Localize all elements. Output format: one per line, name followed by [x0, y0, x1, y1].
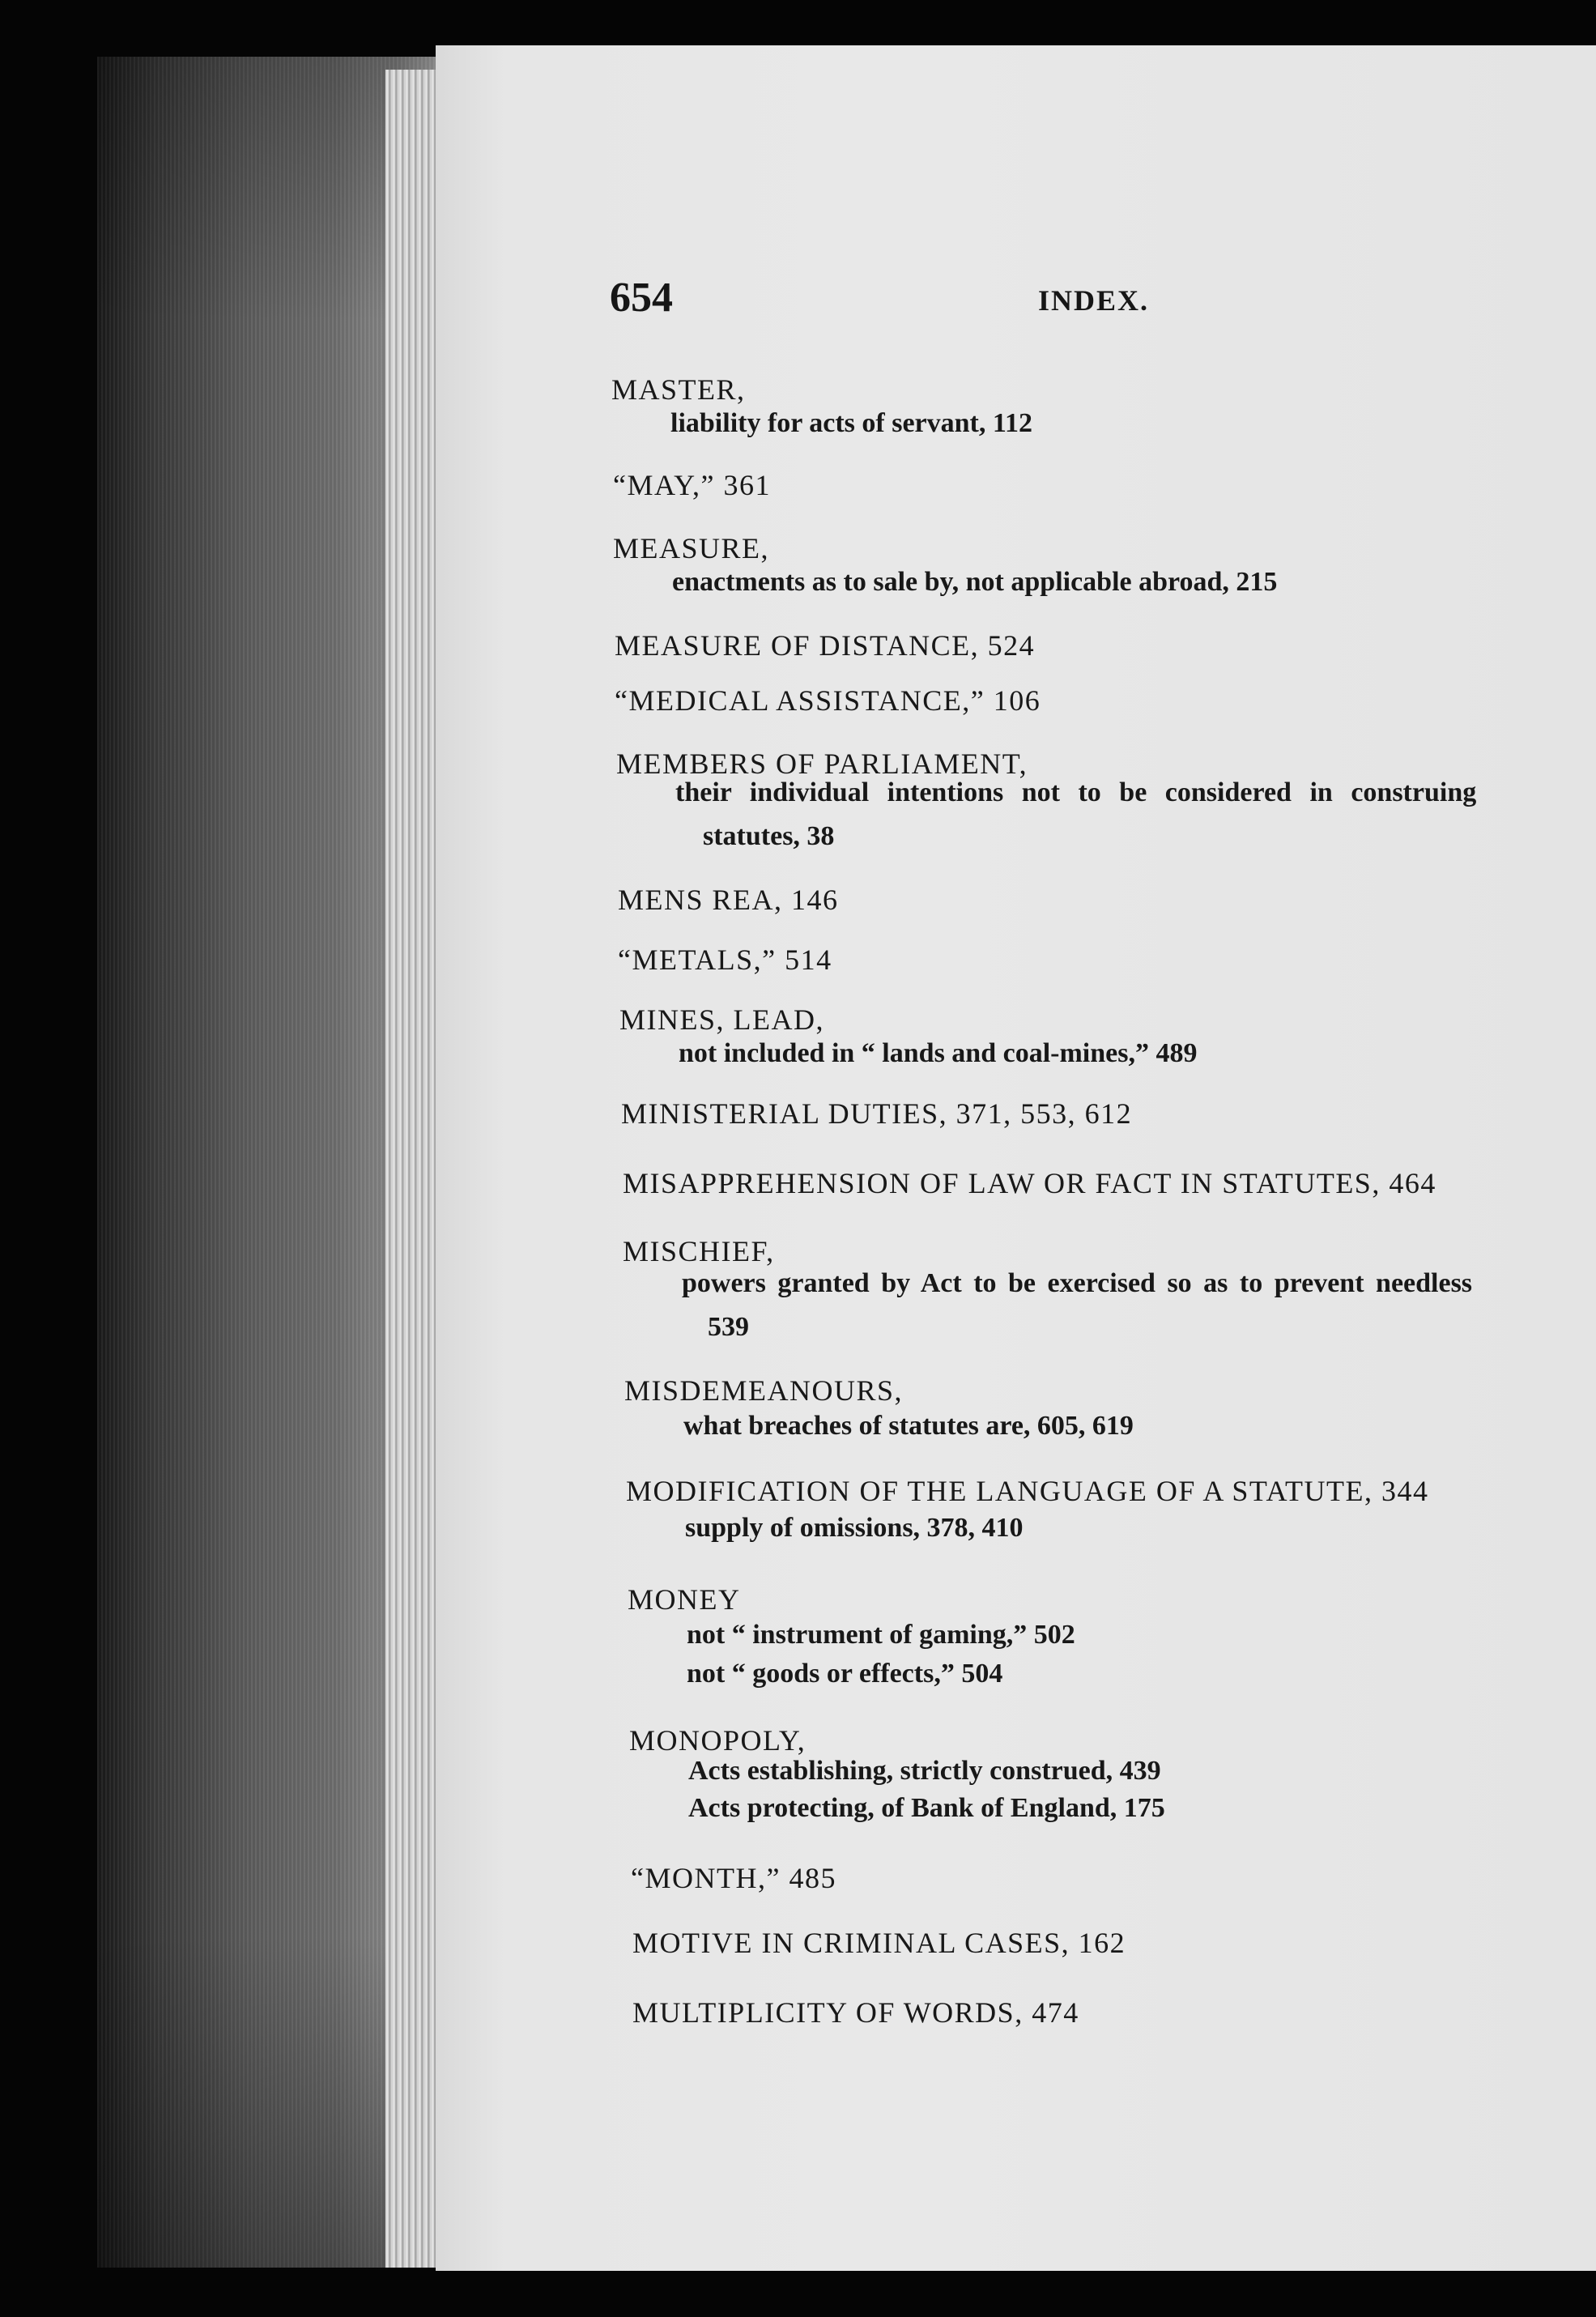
- index-subentry: supply of omissions, 378, 410: [685, 1513, 1024, 1543]
- index-heading: “MAY,” 361: [613, 469, 772, 501]
- index-heading: MEASURE OF DISTANCE, 524: [615, 629, 1036, 662]
- index-subentry: not “ goods or effects,” 504: [687, 1659, 1003, 1689]
- index-heading: MEMBERS OF PARLIAMENT,: [616, 747, 1028, 780]
- index-heading: MONOPOLY,: [629, 1724, 807, 1757]
- index-heading: MONEY: [628, 1583, 741, 1616]
- index-subentry: not “ instrument of gaming,” 502: [687, 1620, 1075, 1650]
- index-heading: MISCHIEF,: [623, 1235, 775, 1267]
- index-heading: MINES, LEAD,: [619, 1003, 824, 1036]
- index-heading: MULTIPLICITY OF WORDS, 474: [632, 1996, 1079, 2029]
- running-title: INDEX.: [1038, 284, 1150, 317]
- index-heading: “METALS,” 514: [618, 943, 832, 976]
- index-subentry: statutes, 38: [703, 821, 835, 851]
- index-subentry: Acts establishing, strictly construed, 439: [688, 1756, 1161, 1786]
- index-subentry: not included in “ lands and coal-mines,” 489: [679, 1038, 1198, 1068]
- index-heading: “MEDICAL ASSISTANCE,” 106: [615, 684, 1041, 717]
- index-heading: MASTER,: [611, 373, 746, 406]
- index-heading: MODIFICATION OF THE LANGUAGE OF A STATUTE, 344: [626, 1475, 1429, 1507]
- index-heading: MINISTERIAL DUTIES, 371, 553, 612: [621, 1097, 1133, 1130]
- index-subentry: enactments as to sale by, not applicable abroad, 215: [672, 567, 1278, 597]
- index-heading: MOTIVE IN CRIMINAL CASES, 162: [632, 1927, 1126, 1959]
- index-subentry: their individual intentions not to be considered in construing: [675, 777, 1477, 807]
- index-heading: MENS REA, 146: [618, 884, 839, 916]
- index-subentry: liability for acts of servant, 112: [670, 408, 1032, 438]
- index-heading: MEASURE,: [613, 532, 770, 564]
- index-heading: “MONTH,” 485: [631, 1862, 836, 1894]
- index-heading: MISAPPREHENSION OF LAW OR FACT IN STATUTES, 464: [623, 1167, 1436, 1199]
- page-number: 654: [610, 275, 673, 321]
- index-subentry: Acts protecting, of Bank of England, 175: [688, 1793, 1165, 1823]
- index-subentry: powers granted by Act to be exercised so as to prevent needless: [682, 1268, 1473, 1298]
- index-subentry: what breaches of statutes are, 605, 619: [683, 1411, 1134, 1441]
- index-heading: MISDEMEANOURS,: [624, 1374, 904, 1407]
- index-subentry: 539: [708, 1312, 749, 1342]
